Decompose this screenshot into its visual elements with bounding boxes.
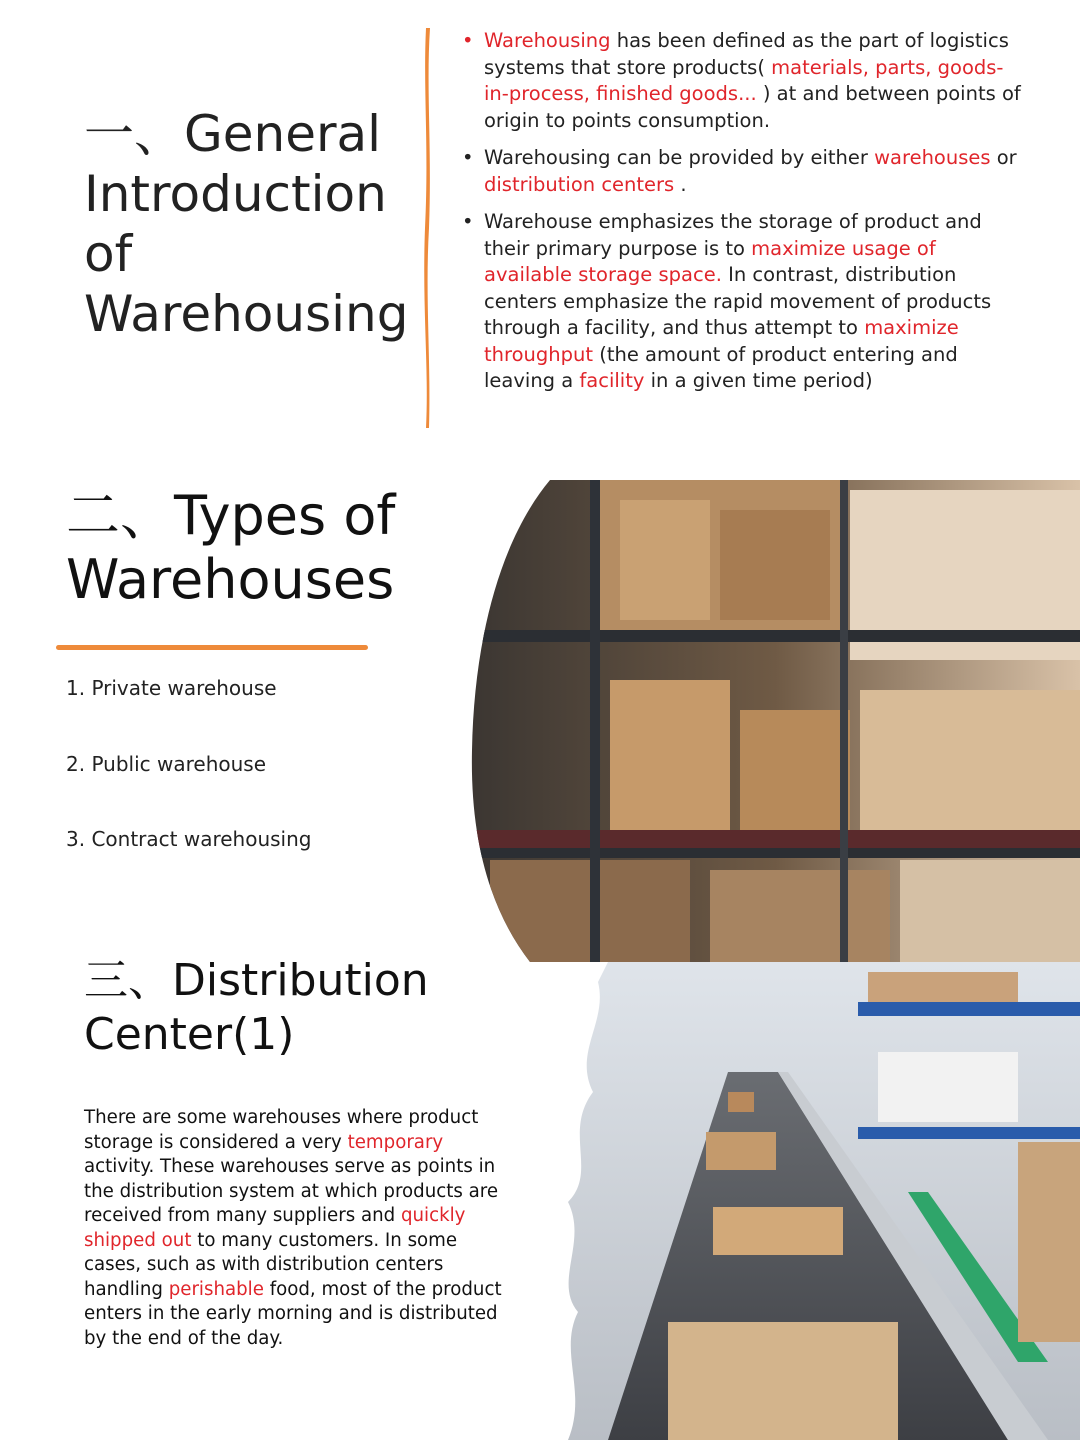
section2-title: 二、Types of Warehouses <box>66 484 396 611</box>
text-run: facility <box>579 369 645 392</box>
text-run: There are some warehouses where product storage is considered a very <box>84 1107 479 1153</box>
text-run: warehouses <box>874 146 991 169</box>
list-item-contract: 3. Contract warehousing <box>66 827 312 851</box>
text-run: Warehousing can be provided by either <box>484 146 875 169</box>
bullet-warehousing-providers <box>462 145 1022 198</box>
section1-title: 一、General Introduction of Warehousing <box>84 105 409 343</box>
list-item-public: 2. Public warehouse <box>66 752 266 776</box>
text-run: or <box>990 146 1017 169</box>
text-run: maximize usage of available storage space. <box>484 236 936 286</box>
text-run: In contrast, distribution centers emphasize the rapid movement of products through a facility, and thus attempt to <box>484 263 992 339</box>
brush-divider <box>420 28 434 428</box>
bullet-warehousing-definition <box>462 28 1022 134</box>
text-run: food, most of the product enters in the early morning and is distributed by the end of the day. <box>84 1278 502 1349</box>
text-run: materials, parts, goods-in-process, finished goods... <box>484 55 1004 105</box>
text-run: in a given time period) <box>644 369 873 392</box>
warehouse-shelves-photo <box>470 480 1080 962</box>
text-run: has been defined as the part of logistics systems that store products( <box>484 29 1009 79</box>
text-run: quickly shipped out <box>84 1205 466 1251</box>
section3-title: 三、Distribution Center(1) <box>84 955 429 1060</box>
section3-paragraph <box>84 1106 504 1351</box>
text-run: Warehouse emphasizes the storage of product and their primary purpose is to <box>484 210 982 260</box>
bullet-warehouse-vs-dc <box>462 209 1022 395</box>
text-run: temporary <box>347 1131 444 1153</box>
text-run: perishable <box>168 1278 264 1300</box>
text-run: distribution centers <box>484 172 675 196</box>
text-run: activity. These warehouses serve as points in the distribution system at which products are received from many suppliers and <box>84 1156 499 1226</box>
text-run: maximize throughput <box>484 316 959 366</box>
text-run: ) at and between points of origin to points consumption. <box>484 82 1021 132</box>
section1-bullets <box>462 28 1022 406</box>
text-run: . <box>674 172 687 196</box>
orange-divider <box>56 645 368 650</box>
text-run: (the amount of product entering and leaving a <box>484 342 958 392</box>
list-item-private: 1. Private warehouse <box>66 676 277 700</box>
conveyor-belt-photo <box>548 962 1080 1440</box>
text-run: to many customers. In some cases, such as with distribution centers handling <box>84 1229 458 1300</box>
text-run: Warehousing <box>484 29 611 52</box>
